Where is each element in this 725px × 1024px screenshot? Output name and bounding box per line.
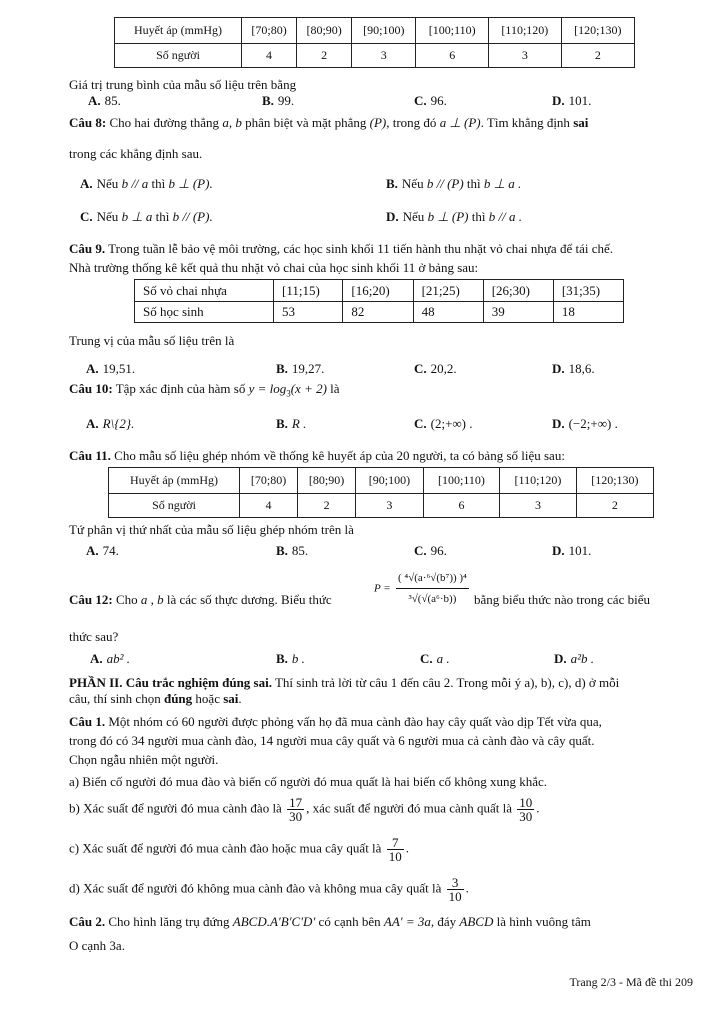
q7-stem: Giá trị trung bình của mẫu số liệu trên bằng [69, 77, 297, 92]
p2q1-statement-a: a) Biến cố người đó mua đào và biến cố người đó mua quất là hai biến cố không xung khắc. [69, 774, 548, 789]
q12-option-b: B. b . [276, 651, 305, 666]
q9-option-d: D. 18,6. [552, 361, 595, 376]
table-cell: Huyết áp (mmHg) [115, 18, 242, 44]
table-cell: Số người [109, 494, 240, 518]
part2-heading: PHẦN II. Câu trắc nghiệm đúng sai. Thí sinh trả lời từ câu 1 đến câu 2. Trong mỗi ý a), b), c), d) ở mỗi [69, 675, 620, 690]
page-footer: Trang 2/3 - Mã đề thi 209 [569, 975, 693, 989]
q9-option-c: C. 20,2. [414, 361, 457, 376]
q8-option-c: C. Nếu b ⊥ a thì b // (P). [80, 209, 213, 224]
q8-stem: Câu 8: Cho hai đường thẳng a, b phân biệt và mặt phẳng (P), trong đó a ⊥ (P). Tìm khẳng định sai [69, 115, 589, 130]
table-cell: 3 [356, 494, 424, 518]
q12-stem-end: bằng biểu thức nào trong các biểu [474, 592, 650, 607]
p2q1-line3: Chọn ngẫu nhiên một người. [69, 752, 219, 767]
table-cell: [21;25) [413, 280, 483, 302]
p2q2-line1: Câu 2. Cho hình lăng trụ đứng ABCD.A′B′C′D′ có cạnh bên AA′ = 3a, đáy ABCD là hình vuông tâm [69, 914, 591, 929]
table-cell: [90;100) [356, 468, 424, 494]
table-cell: Số người [115, 44, 242, 68]
q8-option-a: A. Nếu b // a thì b ⊥ (P). [80, 176, 213, 191]
q10-option-c: C. (2;+∞) . [414, 416, 473, 431]
table-cell: 3 [352, 44, 416, 68]
q7-option-d: D. 101. [552, 93, 592, 108]
table-cell: [100;110) [423, 468, 500, 494]
table-cell: 3 [489, 44, 562, 68]
q12-option-c: C. a . [420, 651, 450, 666]
table-blood-pressure-top [114, 17, 635, 68]
p2q2-line2: O cạnh 3a. [69, 938, 125, 953]
table-cell: [100;110) [416, 18, 489, 44]
p2q1-statement-d: d) Xác suất để người đó không mua cành đào và không mua cây quất là $\frac{3}{10}$ . [69, 875, 469, 904]
q12-option-a: A. ab² . [90, 651, 131, 666]
q7-option-b: B. 99. [262, 93, 295, 108]
q8-option-b: B. Nếu b // (P) thì b ⊥ a . [386, 176, 522, 191]
q8-option-d: D. Nếu b ⊥ (P) thì b // a . [386, 209, 522, 224]
table-cell: 2 [298, 494, 356, 518]
table-cell: Huyết áp (mmHg) [109, 468, 240, 494]
q10-option-d: D. (−2;+∞) . [552, 416, 618, 431]
table-cell: [11;15) [274, 280, 343, 302]
q9-option-b: B. 19,27. [276, 361, 325, 376]
table-cell: 3 [500, 494, 577, 518]
q12-formula: P = $\frac{\text{( ⁴√(a·⁶√(b⁷)) )⁴}}{\text{³√(√(a⁶·b))}}$ [374, 568, 471, 609]
table-cell: [80;90) [297, 18, 352, 44]
table-cell: 39 [483, 302, 553, 323]
table-cell: [110;120) [489, 18, 562, 44]
q8-stem-line2: trong các khẳng định sau. [69, 146, 203, 161]
table-cell: 6 [416, 44, 489, 68]
table-cell: 6 [423, 494, 500, 518]
table-cell: 2 [561, 44, 634, 68]
table-cell: [31;35) [553, 280, 623, 302]
q12-stem-start: Câu 12: Cho a , b là các số thực dương. Biểu thức [69, 592, 332, 607]
p2q1-statement-c: c) Xác suất để người đó mua cành đào hoặc mua cây quất là $\frac{7}{10}$ . [69, 835, 409, 864]
table-cell: 18 [553, 302, 623, 323]
q11-stem: Câu 11. Cho mẫu số liệu ghép nhóm về thống kê huyết áp của 20 người, ta có bảng số liệu sau: [69, 448, 565, 463]
table-cell: 48 [413, 302, 483, 323]
table-cell: 2 [297, 44, 352, 68]
table-cell: [120;130) [561, 18, 634, 44]
p2q1-line1: Câu 1. Một nhóm có 60 người được phỏng vấn họ đã mua cành đào hay cây quất vào dịp Tết vừa qua, [69, 714, 602, 729]
q10-option-b: B. R . [276, 416, 307, 431]
q12-formula-numerator: ( ⁴√(a·⁶√(b⁷)) )⁴ [396, 568, 469, 589]
table-blood-pressure-q11 [108, 467, 654, 518]
q10-option-a: A. R\{2}. [86, 416, 135, 431]
table-cell: [26;30) [483, 280, 553, 302]
q9-question: Trung vị của mẫu số liệu trên là [69, 333, 235, 348]
table-cell: Số học sinh [135, 302, 274, 323]
table-cell: 4 [240, 494, 298, 518]
q10-stem: Câu 10: Tập xác định của hàm số $y = \log_3(x + 2)$ là [69, 381, 340, 399]
table-cell: Số vỏ chai nhựa [135, 280, 274, 302]
q12-formula-denominator: ³√(√(a⁶·b)) [408, 593, 457, 605]
table-cell: [80;90) [298, 468, 356, 494]
q9-stem-line2: Nhà trường thống kê kết quả thu nhặt vỏ chai của học sinh khối 11 ở bảng sau: [69, 260, 479, 275]
q12-stem-line2: thức sau? [69, 629, 119, 644]
q9-stem-line1: Câu 9. Trong tuần lễ bảo vệ môi trường, các học sinh khối 11 tiến hành thu nhặt vỏ chai nhựa để tái chế. [69, 241, 614, 256]
q12-option-d: D. a²b . [554, 651, 595, 666]
q11-option-b: B. 85. [276, 543, 309, 558]
q11-option-a: A. 74. [86, 543, 119, 558]
table-cell: 4 [242, 44, 297, 68]
table-cell: [120;130) [576, 468, 653, 494]
table-cell: 2 [576, 494, 653, 518]
table-plastic-bottles [134, 279, 624, 323]
q11-question: Tứ phân vị thứ nhất của mẫu số liệu ghép nhóm trên là [69, 522, 354, 537]
p2q1-statement-b: b) Xác suất để người đó mua cành đào là $\frac{17}{30}$ , xác suất để người đó mua cành quất là $\frac{10}{30}$ . [69, 795, 540, 824]
q11-option-c: C. 96. [414, 543, 447, 558]
q11-option-d: D. 101. [552, 543, 592, 558]
table-cell: [70;80) [242, 18, 297, 44]
part2-heading-line2: câu, thí sinh chọn đúng hoặc sai. [69, 691, 242, 706]
table-cell: [90;100) [352, 18, 416, 44]
table-cell: 53 [274, 302, 343, 323]
table-cell: [16;20) [343, 280, 413, 302]
table-cell: 82 [343, 302, 413, 323]
q9-option-a: A. 19,51. [86, 361, 136, 376]
q7-option-c: C. 96. [414, 93, 447, 108]
table-cell: [70;80) [240, 468, 298, 494]
table-cell: [110;120) [500, 468, 577, 494]
p2q1-line2: trong đó có 34 người mua cành đào, 14 người mua cây quất và 6 người mua cả cành đào và cây quất. [69, 733, 595, 748]
q7-option-a: A. 85. [88, 93, 121, 108]
